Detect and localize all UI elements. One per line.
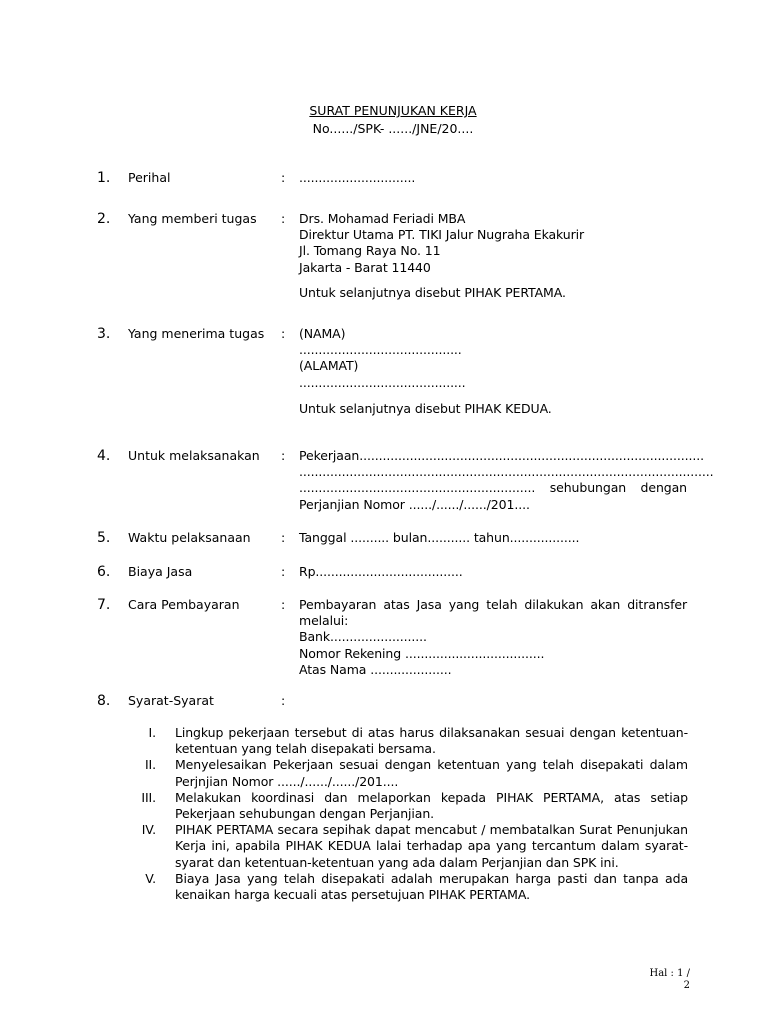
roman-numeral: III.: [141, 789, 156, 805]
section-label-biaya-jasa: Biaya Jasa: [128, 564, 193, 579]
section-label-untuk-melaksanakan: Untuk melaksanakan: [128, 448, 260, 463]
value-line: melalui:: [299, 613, 349, 629]
value-line: Atas Nama .....................: [299, 661, 452, 677]
value-line: Perjanjian Nomor ....../....../....../201....: [299, 496, 530, 512]
pihak-kedua-note: Untuk selanjutnya disebut PIHAK KEDUA.: [299, 400, 552, 416]
section-value-biaya-jasa: [299, 564, 687, 580]
section-value-cara-pembayaran: [299, 597, 687, 678]
section-colon: :: [281, 448, 286, 463]
section-number-4: 4.: [97, 448, 111, 464]
section-colon: :: [281, 693, 286, 708]
section-number-2: 2.: [97, 211, 111, 227]
value-line: Bank.........................: [299, 629, 427, 645]
roman-numeral: IV.: [141, 822, 156, 838]
list-item: [128, 757, 688, 789]
value-line: Rp......................................: [299, 564, 463, 579]
syarat-text: Biaya Jasa yang telah disepakati adalah merupakan harga pasti dan tanpa ada kenaikan harga kecuali atas persetujuan PIHAK PERTAMA.: [175, 870, 688, 903]
section-label-perihal: Perihal: [128, 170, 171, 185]
section-label-waktu-pelaksanaan: Waktu pelaksanaan: [128, 530, 251, 545]
pihak-pertama-note: Untuk selanjutnya disebut PIHAK PERTAMA.: [299, 284, 566, 300]
value-line: Jl. Tomang Raya No. 11: [299, 243, 441, 259]
section-colon: :: [281, 170, 286, 185]
section-colon: :: [281, 564, 286, 579]
section-colon: :: [281, 211, 286, 226]
roman-numeral: V.: [145, 870, 156, 886]
syarat-text: Menyelesaikan Pekerjaan sesuai dengan ketentuan yang telah disepakati dalam Perjnjian Nomor ....../....../....../201....: [175, 757, 688, 789]
syarat-text: PIHAK PERTAMA secara sepihak dapat mencabut / membatalkan Surat Penunjukan Kerja ini, apabila PIHAK KEDUA lalai terhadap apa yang tercantum dalam syarat-syarat dan ketentuan-ketentuan yang ada dalam Perjanjian dan SPK ini.: [175, 822, 688, 870]
list-item: [128, 871, 688, 903]
syarat-text: Melakukan koordinasi dan melaporkan kepada PIHAK PERTAMA, atas setiap Pekerjaan sehubungan dengan Perjanjian.: [175, 789, 688, 822]
section-number-1: 1.: [97, 170, 111, 186]
section-value-perihal: [299, 170, 687, 186]
value-line: Pekerjaan.........................................................................................: [299, 448, 704, 463]
value-line: ............................................................. sehubungan dengan: [299, 480, 687, 496]
syarat-text: Lingkup pekerjaan tersebut di atas harus dilaksanakan sesuai dengan ketentuan-ketentuan yang telah disepakati bersama.: [175, 725, 688, 757]
value-line: Nomor Rekening ....................................: [299, 645, 545, 661]
value-line: ...........................................: [299, 374, 466, 390]
document-title: SURAT PENUNJUKAN KERJA: [309, 103, 477, 118]
section-value-waktu-pelaksanaan: [299, 530, 687, 546]
section-colon: :: [281, 530, 286, 545]
list-item: [128, 790, 688, 822]
section-number-8: 8.: [97, 693, 111, 709]
roman-numeral: I.: [148, 725, 156, 740]
value-line: ..........................................: [299, 342, 462, 358]
section-label-penerima-tugas: Yang menerima tugas: [128, 326, 265, 341]
roman-numeral: II.: [144, 757, 156, 773]
section-number-5: 5.: [97, 530, 111, 546]
syarat-list: [128, 725, 688, 903]
value-line: Drs. Mohamad Feriadi MBA: [299, 211, 466, 226]
value-line: (ALAMAT): [299, 358, 359, 374]
section-number-3: 3.: [97, 326, 111, 342]
section-colon: :: [281, 597, 286, 612]
value-line: ...........................................................................................................: [299, 464, 714, 480]
value-line: Pembayaran atas Jasa yang telah dilakukan akan ditransfer: [299, 597, 687, 612]
value-line: (NAMA): [299, 326, 346, 341]
section-number-6: 6.: [97, 564, 111, 580]
section-colon: :: [281, 326, 286, 341]
value-line: Direktur Utama PT. TIKI Jalur Nugraha Ekakurir: [299, 227, 585, 243]
section-value-penerima-tugas: [299, 326, 687, 417]
section-label-pemberi-tugas: Yang memberi tugas: [128, 211, 257, 226]
value-line: ..............................: [299, 170, 416, 185]
section-value-pemberi-tugas: [299, 211, 687, 301]
list-item: [128, 725, 688, 757]
page-number: Hal : 1 / 2: [649, 968, 690, 991]
document-number: No....../SPK- ....../JNE/20....: [312, 121, 474, 136]
section-number-7: 7.: [97, 597, 111, 613]
section-label-cara-pembayaran: Cara Pembayaran: [128, 597, 240, 612]
value-line: Tanggal .......... bulan........... tahun..................: [299, 530, 580, 545]
section-value-untuk-melaksanakan: [299, 448, 714, 513]
value-line: Jakarta - Barat 11440: [299, 259, 431, 275]
section-label-syarat-syarat: Syarat-Syarat: [128, 693, 214, 708]
list-item: [128, 822, 688, 871]
